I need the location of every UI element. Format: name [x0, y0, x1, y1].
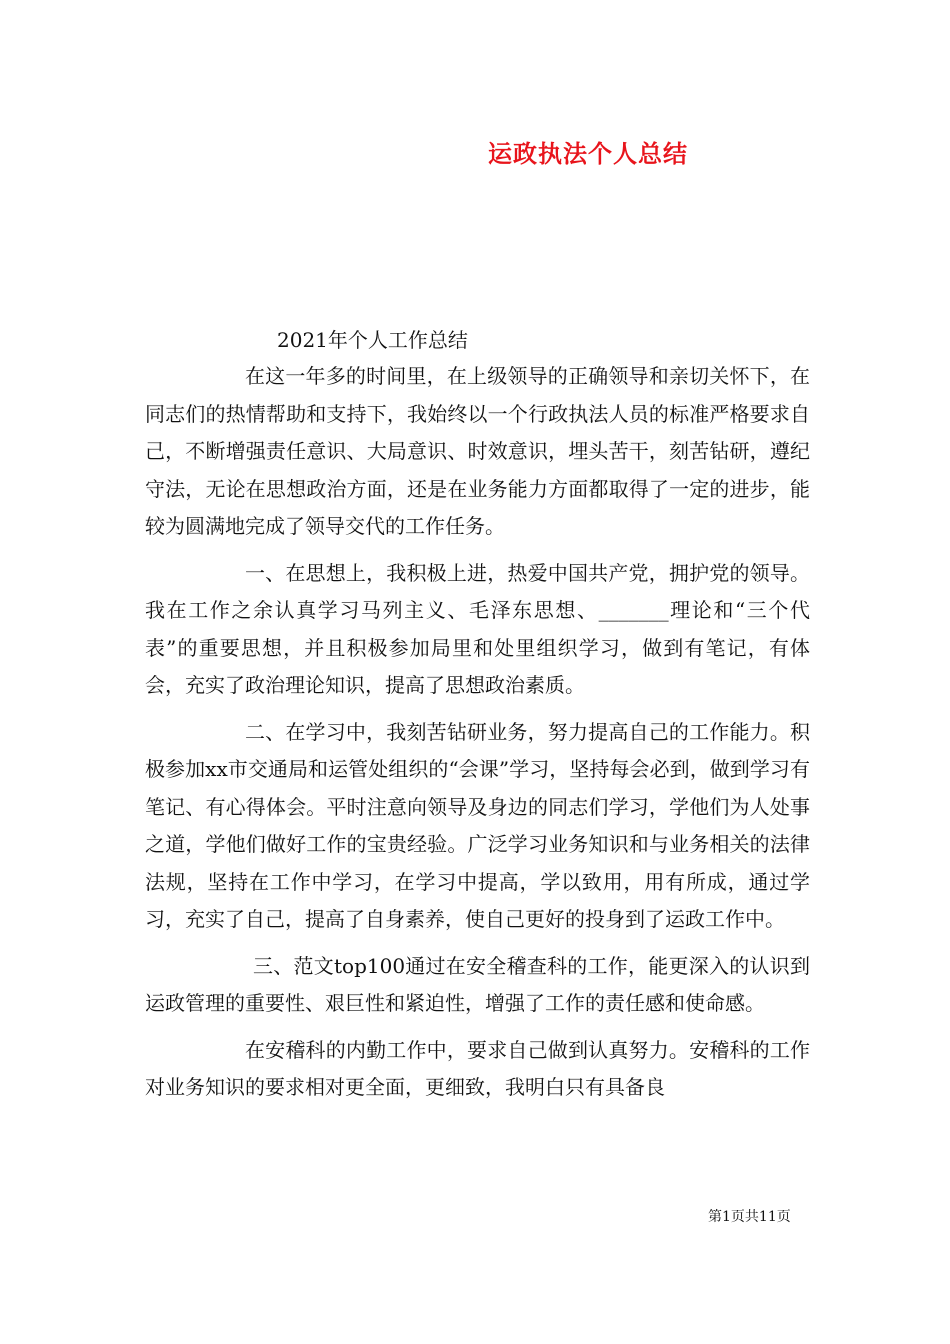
document-title: 运政执法个人总结 [488, 139, 688, 168]
paragraph-office-work: 在安稽科的内勤工作中，要求自己做到认真努力。安稽科的工作对业务知识的要求相对更全面，更细致，我明白只有具备良 [145, 1037, 810, 1099]
document-subtitle: 2021年个人工作总结 [277, 328, 468, 352]
paragraph-intro: 在这一年多的时间里，在上级领导的正确领导和亲切关怀下，在同志们的热情帮助和支持下，我始终以一个行政执法人员的标准严格要求自己，不断增强责任意识、大局意识、时效意识，埋头苦干，刻苦钻研，遵纪守法，无论在思想政治方面，还是在业务能力方面都取得了一定的进步，能较为圆满地完成了领导交代的工作任务。 [145, 364, 810, 538]
paragraph-inspection: 三、范文top100通过在安全稽查科的工作，能更深入的认识到运政管理的重要性、艰巨性和紧迫性，增强了工作的责任感和使命感。 [145, 953, 810, 1015]
document-body [145, 358, 810, 1116]
paragraph-study: 二、在学习中，我刻苦钻研业务，努力提高自己的工作能力。积极参加xx市交通局和运管处组织的“会课”学习，坚持每会必到，做到学习有笔记、有心得体会。平时注意向领导及身边的同志们学习，学他们为人处事之道，学他们做好工作的宝贵经验。广泛学习业务知识和与业务相关的法律法规，坚持在工作中学习，在学习中提高，学以致用，用有所成，通过学习，充实了自己，提高了自身素养，使自己更好的投身到了运政工作中。 [145, 719, 810, 931]
paragraph-ideology: 一、在思想上，我积极上进，热爱中国共产党，拥护党的领导。我在工作之余认真学习马列主义、毛泽东思想、_______理论和“三个代表”的重要思想，并且积极参加局里和处里组织学习，做到有笔记，有体会，充实了政治理论知识，提高了思想政治素质。 [145, 560, 810, 697]
page-number: 第1页共11页 [708, 1209, 791, 1225]
